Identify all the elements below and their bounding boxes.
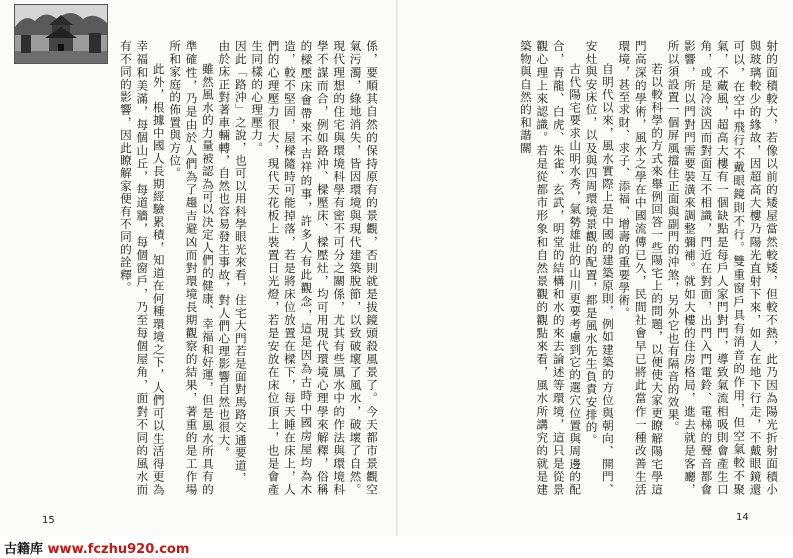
left-paragraph-1: 係，要順其自然的保持原有的景觀，否則就是拔鏡頭殺風景了。今天都市景觀空氣污濁，綠地消失，皆因環境與現代建築脫節，以致破壞了風水，破壞了自然。現代理想的住宅與環境科學有密不可分之關係，尤其有些風水中的作法與環境科學不謀而合，例如路沖、樑壓床、樑壓灶，均可用現代環境心理學來解釋，俗稱的樑壓床會帶來不吉祥的事，許多人有此觀念，這是因為古時中國房屋均為木造，較不堅固，屋樑隨時可能掉落，若是將床位放置在樑下，每天睡在床上，人們的心理壓力很大，現代天花板上裝置日光燈，若是安放在床位頂上，也是會產生同樣的心理壓力。: [250, 40, 379, 496]
footer-bar: [0, 536, 793, 558]
right-page: [398, 0, 793, 536]
left-page: [0, 0, 396, 536]
right-paragraph-4: 古代陽宅要求山明水秀，氣勢雄壯的山川更要考慮到它的選穴位置與周邊的配合，青龍、白虎、朱雀、玄武，明堂的結構和水的來去論述等環境，這只是從景觀心理上來認識。若是從都市形象和自然景觀的觀點來看，風水所講究的就是建築物與自然的和諧關: [518, 40, 583, 496]
page-number-right: 14: [736, 512, 749, 523]
right-paragraph-1: 射的面積較大，若像以前的矮屋當然較矮，但較不熱，此乃因為陽光折射面積小與玻璃較少的緣故，因超高大樓乃陽光直射下來，如人在地下行走，不戴眼鏡還可以，在空中飛行不戴眼鏡則不行。雙重窗戶具有消音的作用，但空氣較不聚氣，不藏風，超高大樓有一個缺點是每戶人家門對門，導致氣流相吸則會產生口角，或是冷淡因而對面互不相識，門近在對面，出門入門電鈴、電梯的聲音都會影響，所以門對門需要裝潢來調整彌補。就如大樓的住房格局，進去就是客廳，所以須設置一個屏風擋住正面與副門的沖煞，另外它也有隔音的效果。: [666, 40, 779, 496]
left-paragraph-4: 此外，根據中國人長期經驗累積，知道在何種環境之下，人們可以生活得更為幸福和美滿，每個山丘，每道牆，每個窗戶，乃至每個屋角，面對不同的風水而有不同的影響，因此瞭解家便有不同的詮釋。: [118, 40, 166, 496]
site-watermark: [4, 538, 189, 557]
page-number-left: 15: [42, 515, 55, 526]
temple-photo-icon: [14, 4, 108, 64]
site-name: 古籍库: [4, 542, 44, 557]
left-paragraph-road: 因此「路沖」之說，也可以用科學眼光來看，住宅大門若是面對馬路交通要道，: [233, 40, 248, 485]
right-page-text: [418, 40, 780, 496]
right-paragraph-2: 若以較科學的方式來舉例回答一些陽宅上的問題，以便使大家更瞭解陽宅學這門高深的學術，風水之學在中國流傳已久，民間社會早已將此當作一種改善生活環境，甚至求財、求子、添福、增壽的重要學術。: [617, 40, 665, 496]
right-paragraph-3: 自明代以來，風水實際上是中國的建築原則，例如建築的方位與朝向、開門、安灶與安床位，以及與四周環境景觀的配置，都是風水先生負責安排的。: [584, 40, 615, 496]
left-paragraph-2: 由於床正對著車輛轉，自然也容易發生事故，對人們心理影響自然也很大。: [217, 40, 232, 460]
site-url: www.fczhu920.com: [47, 542, 190, 557]
left-page-text: [80, 40, 380, 496]
left-paragraph-3: 雖然風水的力量被認為可以決定人們的健康、幸福和好運，但是風水所具有的準確性，乃是由於人們為了趨吉避凶而對環境長期觀察的結果，著重的是工作場所和家庭的佈置與方位。: [168, 40, 215, 496]
